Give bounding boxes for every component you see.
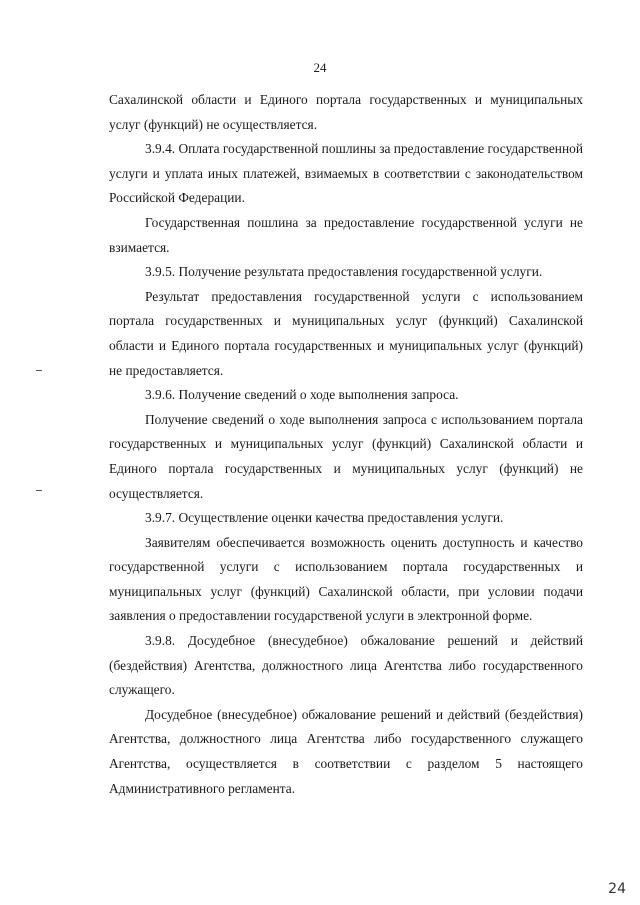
paragraph-status: Получение сведений о ходе выполнения запроса с использованием портала государственных и муниципальных услуг (функций) Сахалинской области и Единого портала государственных и муниципальных услуг (функций) не осуществляется. bbox=[109, 411, 583, 501]
handwritten-page-number: 24 bbox=[608, 881, 626, 897]
paragraph-appeal: Досудебное (внесудебное) обжалование решений и действий (бездействия) Агентства, должностного лица Агентства либо государственного служащего Агентства, осуществляется в соответствии с разделом 5 настоящего Административного регламента. bbox=[109, 706, 583, 796]
paragraph-result: Результат предоставления государственной услуги с использованием портала государственных и муниципальных услуг (функций) Сахалинской области и Единого портала государственных и муниципальных услуг (функций) не предоставляется. bbox=[109, 288, 583, 378]
document-body bbox=[109, 88, 583, 801]
paragraph-3-9-6: 3.9.6. Получение сведений о ходе выполнения запроса. bbox=[145, 387, 459, 403]
paragraph-3-9-5: 3.9.5. Получение результата предоставления государственной услуги. bbox=[145, 264, 543, 280]
page-number: 24 bbox=[313, 60, 327, 75]
paragraph-fee: Государственная пошлина за предоставление государственной услуги не взимается. bbox=[109, 214, 583, 255]
scan-mark bbox=[36, 370, 42, 371]
paragraph-continuation: Сахалинской области и Единого портала государственных и муниципальных услуг (функций) не осуществляется. bbox=[109, 92, 583, 132]
paragraph-quality: Заявителям обеспечивается возможность оценить доступность и качество государственной услуги с использованием портала государственных и муниципальных услуг (функций) Сахалинской области, при условии подачи заявления о предоставлении государственой услуги в электронной форме. bbox=[109, 534, 583, 624]
paragraph-3-9-7: 3.9.7. Осуществление оценки качества предоставления услуги. bbox=[145, 510, 504, 526]
paragraph-3-9-8: 3.9.8. Досудебное (внесудебное) обжалование решений и действий (бездействия) Агентства, должностного лица Агентства либо государственного служащего. bbox=[109, 633, 583, 698]
scan-mark bbox=[36, 490, 42, 491]
paragraph-3-9-4: 3.9.4. Оплата государственной пошлины за предоставление государственной услуги и уплата иных платежей, взимаемых в соответствии с законодательством Российской Федерации. bbox=[109, 141, 583, 206]
